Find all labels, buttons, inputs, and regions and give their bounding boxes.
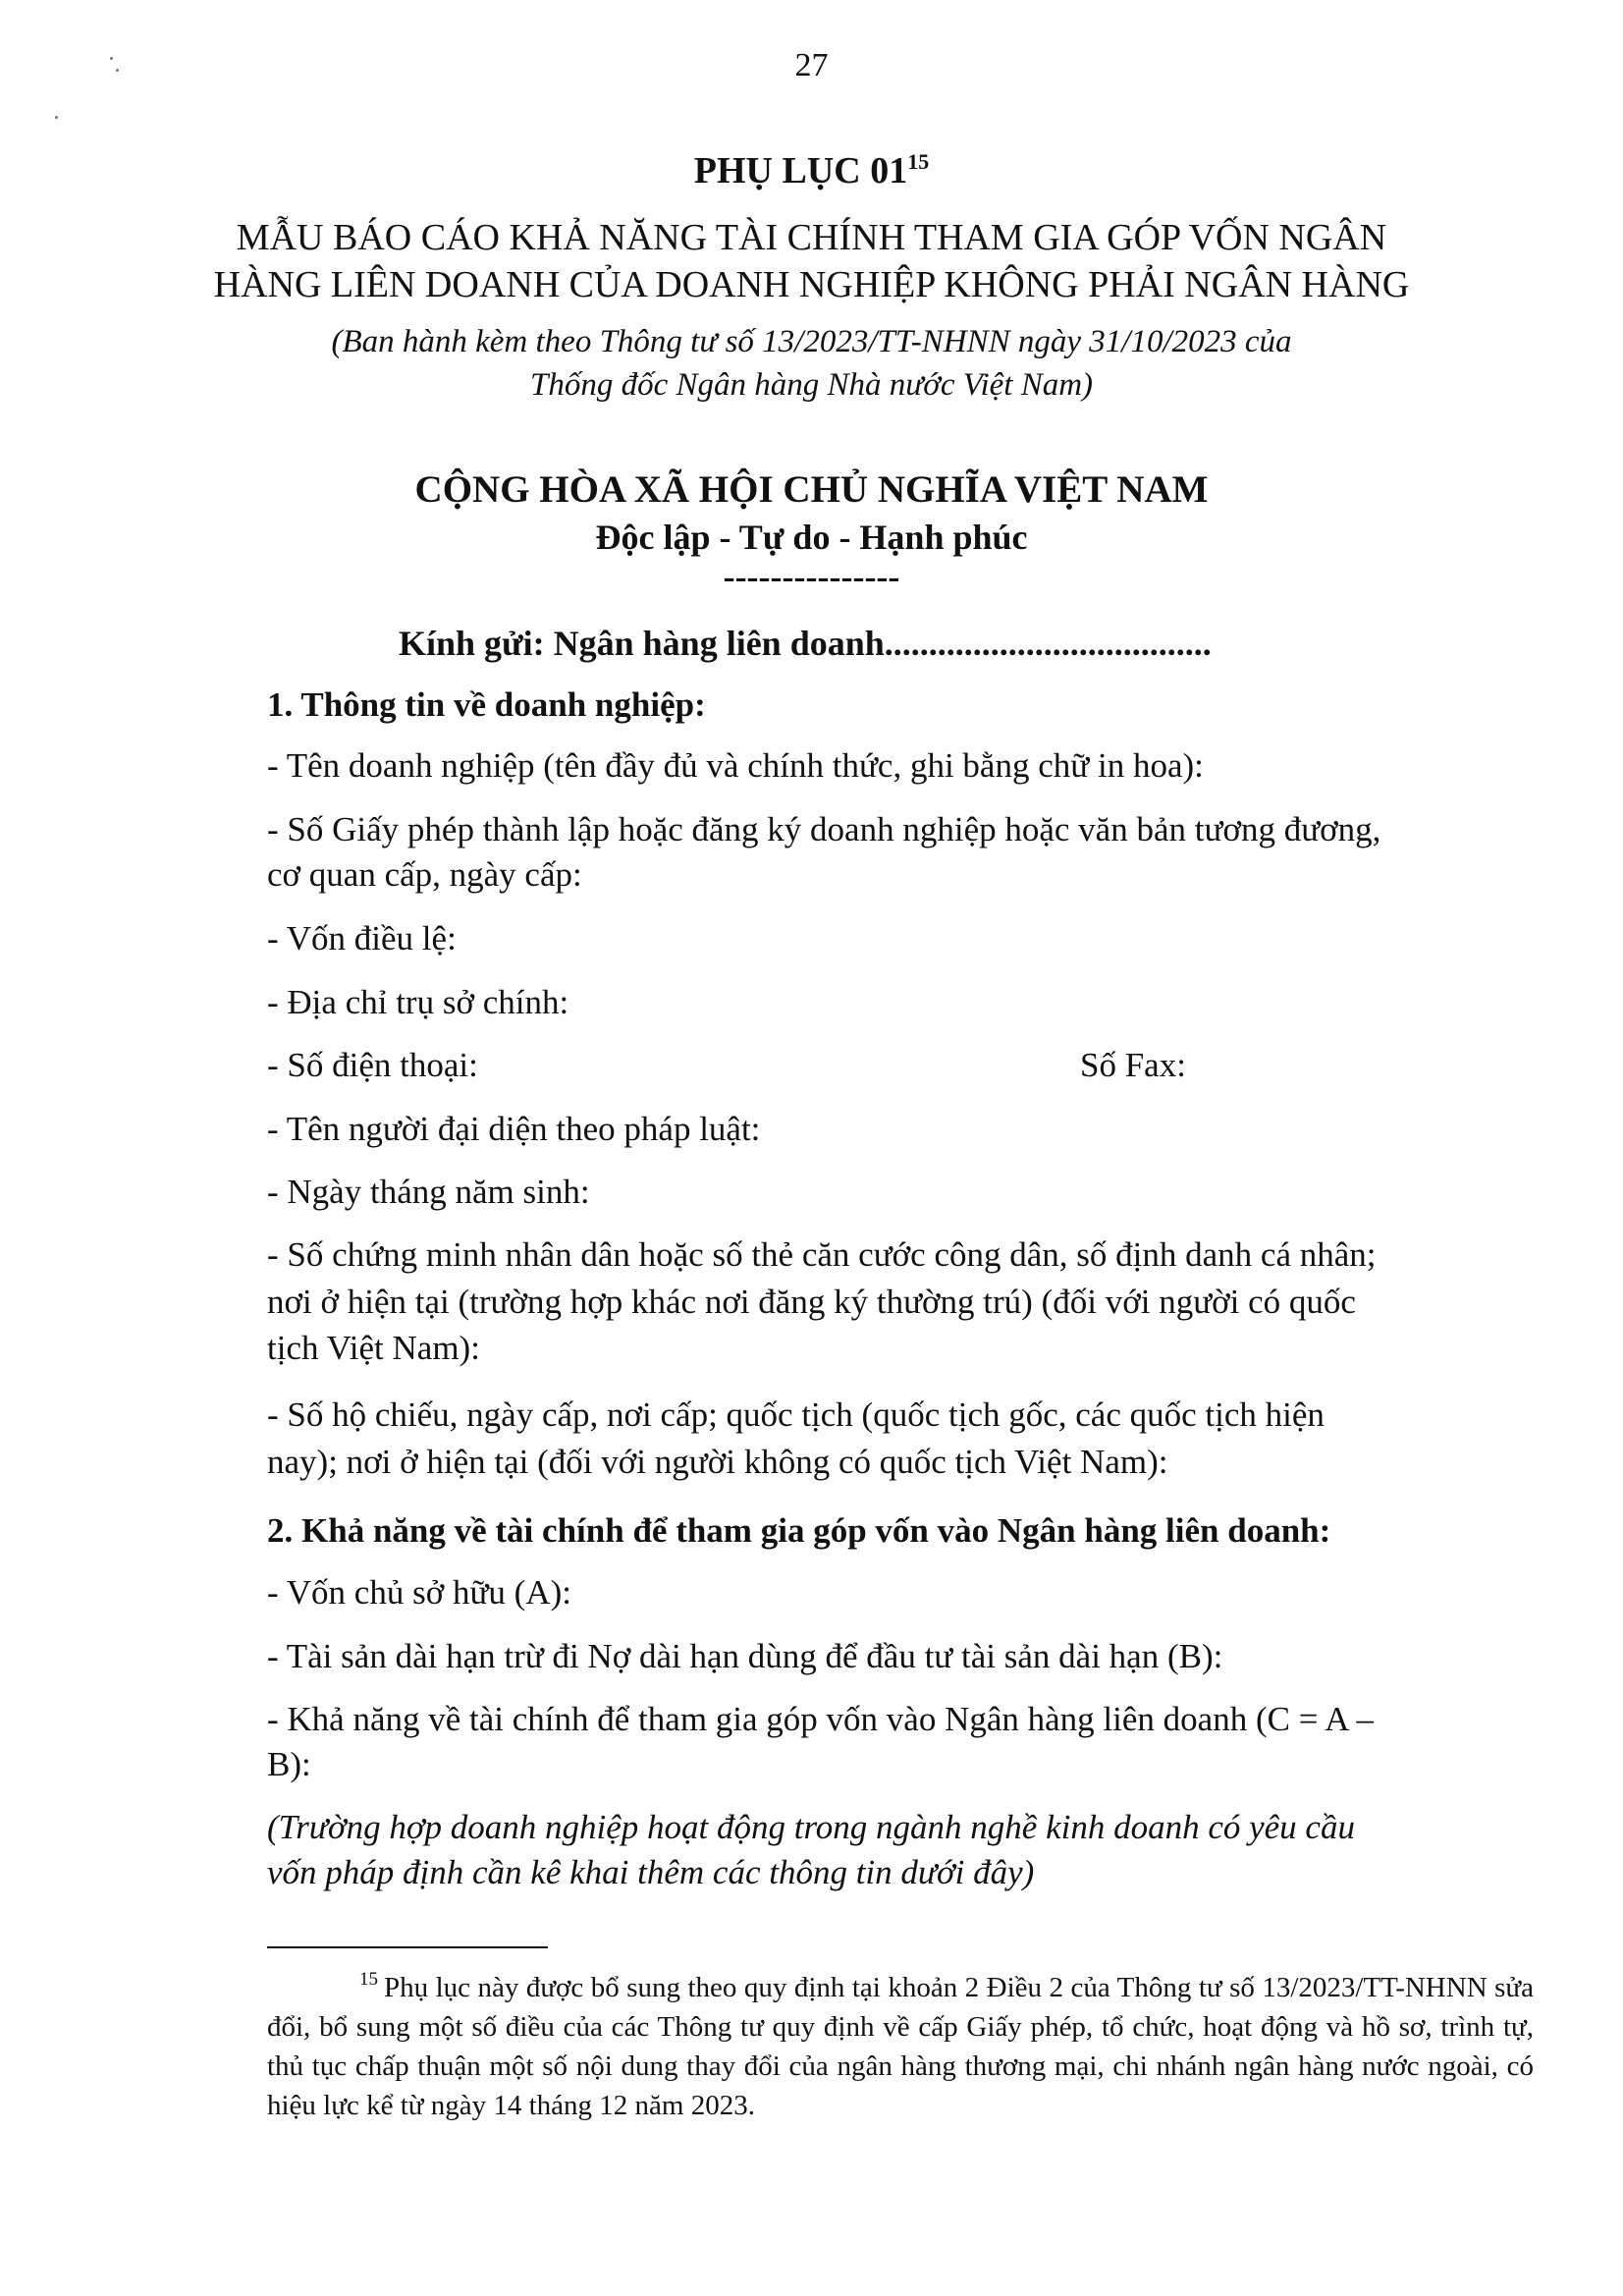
field-id-number-cont: tịch Việt Nam): (267, 1329, 480, 1367)
issued-line: (Ban hành kèm theo Thông tư số 13/2023/TT-NHNN ngày 31/10/2023 của (331, 324, 1292, 359)
subtitle-line: HÀNG LIÊN DOANH CỦA DOANH NGHIỆP KHÔNG PHẢI NGÂN HÀNG (213, 264, 1410, 305)
field-passport-cont: nay); nơi ở hiện tại (đối với người không có quốc tịch Việt Nam): (267, 1443, 1168, 1481)
section-1-heading: 1. Thông tin về doanh nghiệp: (267, 685, 706, 724)
appendix-subtitle (0, 214, 1623, 308)
legal-capital-note-cont: vốn pháp định cần kê khai thêm các thông tin dưới đây) (267, 1853, 1035, 1891)
issued-note (0, 320, 1623, 407)
subtitle-line: MẪU BÁO CÁO KHẢ NĂNG TÀI CHÍNH THAM GIA GÓP VỐN NGÂN (236, 217, 1387, 258)
field-financial-ability: - Khả năng về tài chính để tham gia góp vốn vào Ngân hàng liên doanh (C = A – (267, 1700, 1374, 1738)
footnote-text: Phụ lục này được bổ sung theo quy định tại khoản 2 Điều 2 của Thông tư số 13/2023/TT-NHNN sửa đổi, bổ sung một số điều của các Thông tư quy định về cấp Giấy phép, tổ chức, hoạt động và hồ sơ, trình tự, thủ tục chấp thuận một số nội dung thay đổi của ngân hàng thương mại, chi nhánh ngân hàng nước ngoài, có hiệu lực kể từ ngày 14 tháng 12 năm 2023. (267, 1972, 1534, 2121)
field-charter-capital: - Vốn điều lệ: (267, 919, 457, 957)
field-id-number-cont: nơi ở hiện tại (trường hợp khác nơi đăng ký thường trú) (đối với người có quốc (267, 1283, 1356, 1321)
page-number: 27 (794, 47, 829, 83)
field-financial-ability-cont: B): (267, 1745, 311, 1783)
national-motto: Độc lập - Tự do - Hạnh phúc (595, 518, 1028, 557)
scan-speck (55, 116, 58, 119)
field-head-office: - Địa chỉ trụ sở chính: (267, 983, 569, 1021)
field-id-number: - Số chứng minh nhân dân hoặc số thẻ căn cước công dân, số định danh cá nhân; (267, 1235, 1377, 1274)
field-passport: - Số hộ chiếu, ngày cấp, nơi cấp; quốc tịch (quốc tịch gốc, các quốc tịch hiện (267, 1395, 1325, 1434)
addressee: Kính gửi: Ngân hàng liên doanh..................................... (399, 624, 1212, 663)
appendix-title (0, 149, 1623, 192)
footnote (267, 1960, 1534, 2125)
field-date-of-birth: - Ngày tháng năm sinh: (267, 1173, 590, 1211)
field-phone-fax (267, 1043, 1534, 1088)
national-title: CỘNG HÒA XÃ HỘI CHỦ NGHĨA VIỆT NAM (414, 468, 1209, 511)
legal-capital-note: (Trường hợp doanh nghiệp hoạt động trong ngành nghề kinh doanh có yêu cầu (267, 1808, 1355, 1846)
footnote-separator (267, 1946, 548, 1948)
field-license: - Số Giấy phép thành lập hoặc đăng ký doanh nghiệp hoặc văn bản tương đương, (267, 810, 1381, 848)
footnote-ref: 15 (907, 149, 930, 174)
issued-line: Thống đốc Ngân hàng Nhà nước Việt Nam) (529, 367, 1094, 403)
field-company-name: - Tên doanh nghiệp (tên đầy đủ và chính thức, ghi bằng chữ in hoa): (267, 746, 1204, 785)
field-long-term-assets: - Tài sản dài hạn trừ đi Nợ dài hạn dùng để đầu tư tài sản dài hạn (B): (267, 1637, 1223, 1675)
field-phone: - Số điện thoại: (267, 1046, 478, 1084)
field-equity: - Vốn chủ sở hữu (A): (267, 1573, 571, 1612)
field-fax: Số Fax: (1080, 1046, 1186, 1084)
field-license-cont: cơ quan cấp, ngày cấp: (267, 855, 582, 894)
footnote-mark: 15 (359, 1969, 378, 1990)
appendix-title-text: PHỤ LỤC 01 (693, 150, 908, 191)
field-legal-representative: - Tên người đại diện theo pháp luật: (267, 1110, 761, 1148)
motto-divider: --------------- (723, 557, 900, 596)
section-2-heading: 2. Khả năng về tài chính để tham gia góp vốn vào Ngân hàng liên doanh: (267, 1511, 1331, 1550)
